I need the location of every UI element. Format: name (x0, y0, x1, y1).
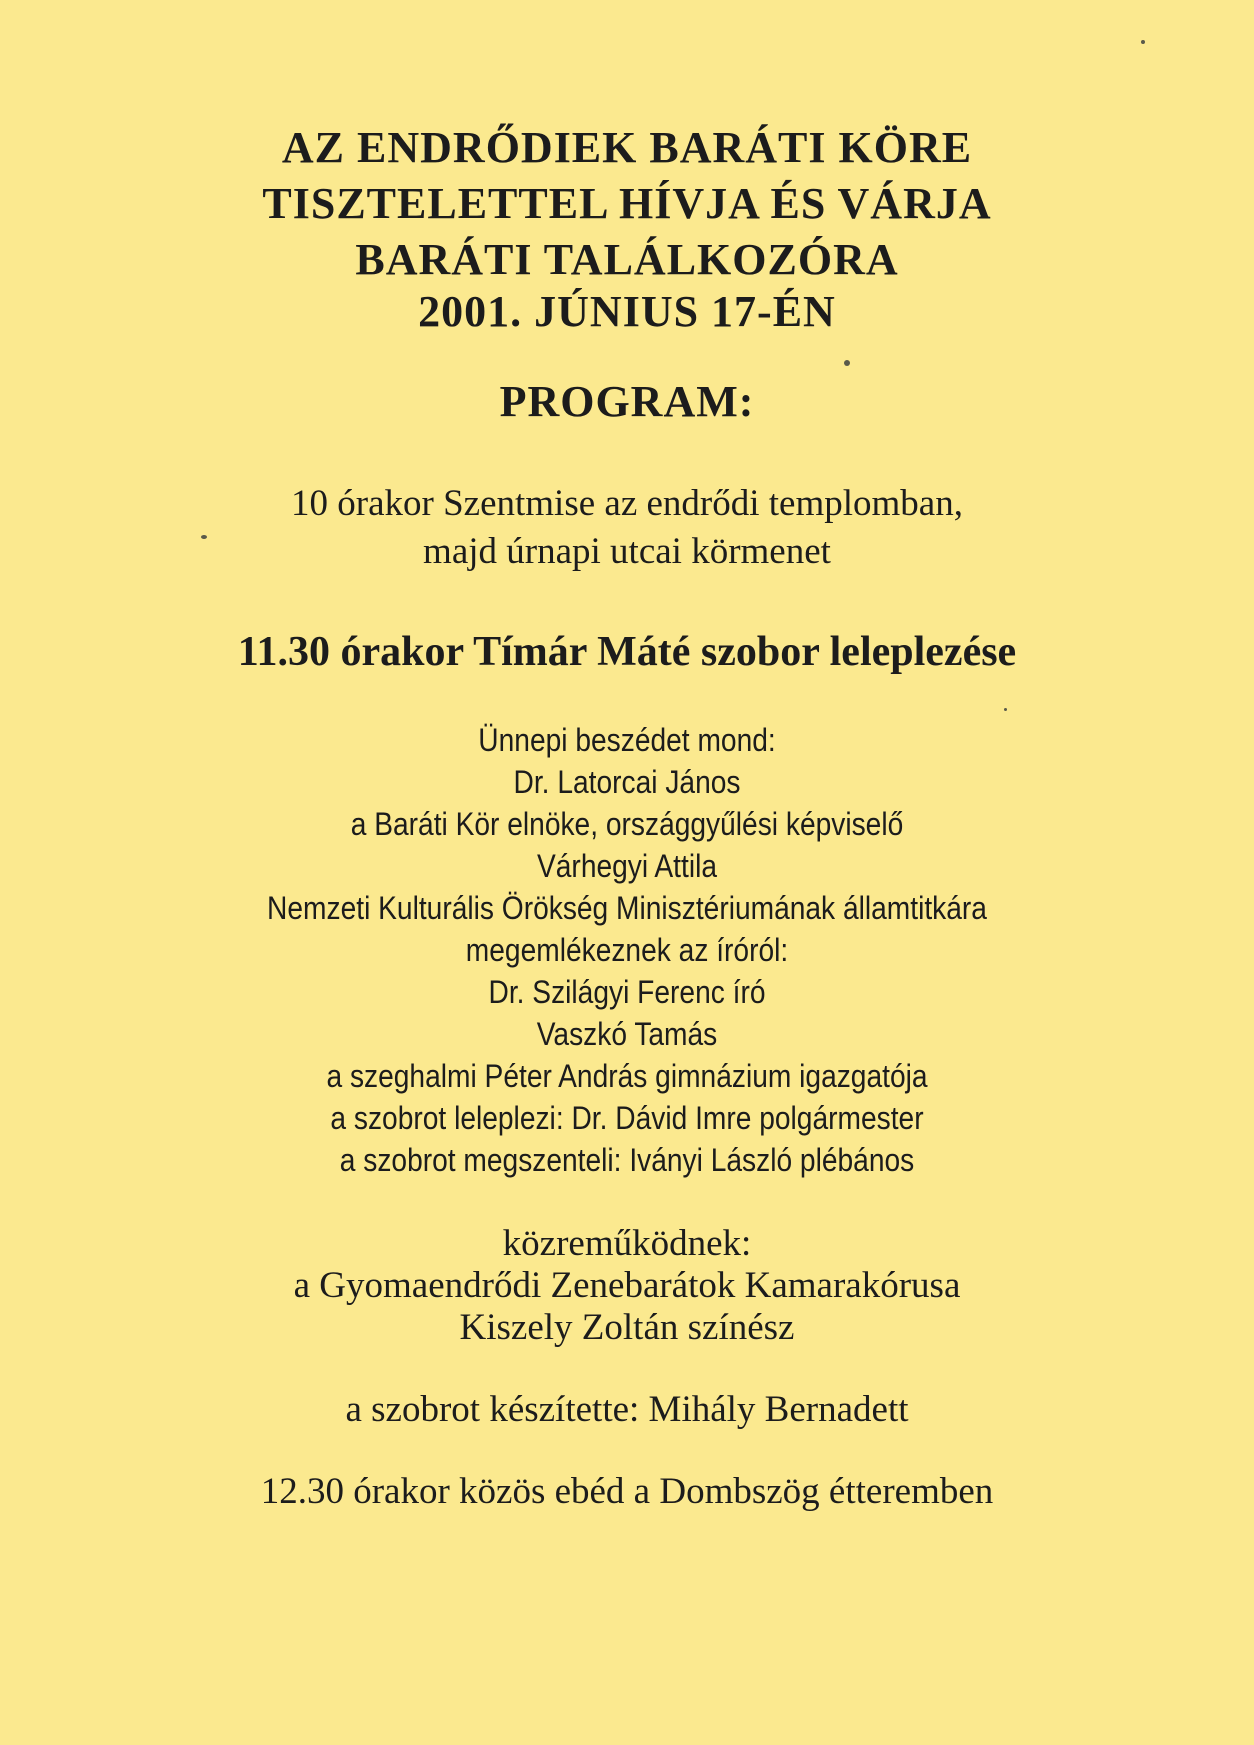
header-line-4: 2001. JÚNIUS 17-ÉN (418, 287, 836, 336)
lunch-line: 12.30 órakor közös ebéd a Dombszög étteremben (260, 1471, 994, 1512)
sculptor-line: a szobrot készítette: Mihály Bernadett (345, 1389, 909, 1430)
contributors-line-3: Kiszely Zoltán színész (459, 1307, 795, 1348)
speech-line-3: a Baráti Kör elnöke, országgyűlési képviselő (350, 806, 904, 842)
speech-line-6: megemlékeznek az íróról: (465, 932, 789, 968)
speck-mark (1004, 708, 1007, 711)
speck-mark (201, 535, 207, 539)
speech-line-4: Várhegyi Attila (536, 848, 718, 884)
program-title: PROGRAM: (499, 377, 755, 426)
speck-mark (1141, 40, 1145, 44)
mass-line-1: 10 órakor Szentmise az endrődi templomban, (291, 483, 963, 524)
speech-line-2: Dr. Latorcai János (513, 764, 741, 800)
header-line-2: TISZTELETTEL HÍVJA ÉS VÁRJA (262, 179, 992, 228)
speech-line-5: Nemzeti Kulturális Örökség Minisztériumának államtitkára (267, 890, 987, 926)
contributors-line-1: közreműködnek: (502, 1223, 752, 1264)
speech-line-1: Ünnepi beszédet mond: (478, 722, 776, 758)
header-line-1: AZ ENDRŐDIEK BARÁTI KÖRE (281, 123, 973, 172)
unveiling-title: 11.30 órakor Tímár Máté szobor leleplezése (237, 629, 1017, 675)
speech-line-8: Vaszkó Tamás (536, 1016, 718, 1052)
speech-line-9: a szeghalmi Péter András gimnázium igazgatója (326, 1058, 928, 1094)
speech-line-11: a szobrot megszenteli: Iványi László plébános (339, 1142, 915, 1178)
mass-line-2: majd úrnapi utcai körmenet (423, 531, 831, 572)
contributors-line-2: a Gyomaendrődi Zenebarátok Kamarakórusa (293, 1265, 961, 1306)
speech-line-10: a szobrot leleplezi: Dr. Dávid Imre polgármester (330, 1100, 924, 1136)
speech-line-7: Dr. Szilágyi Ferenc író (488, 974, 766, 1010)
header-line-3: BARÁTI TALÁLKOZÓRA (355, 235, 899, 284)
speck-mark (844, 360, 850, 366)
